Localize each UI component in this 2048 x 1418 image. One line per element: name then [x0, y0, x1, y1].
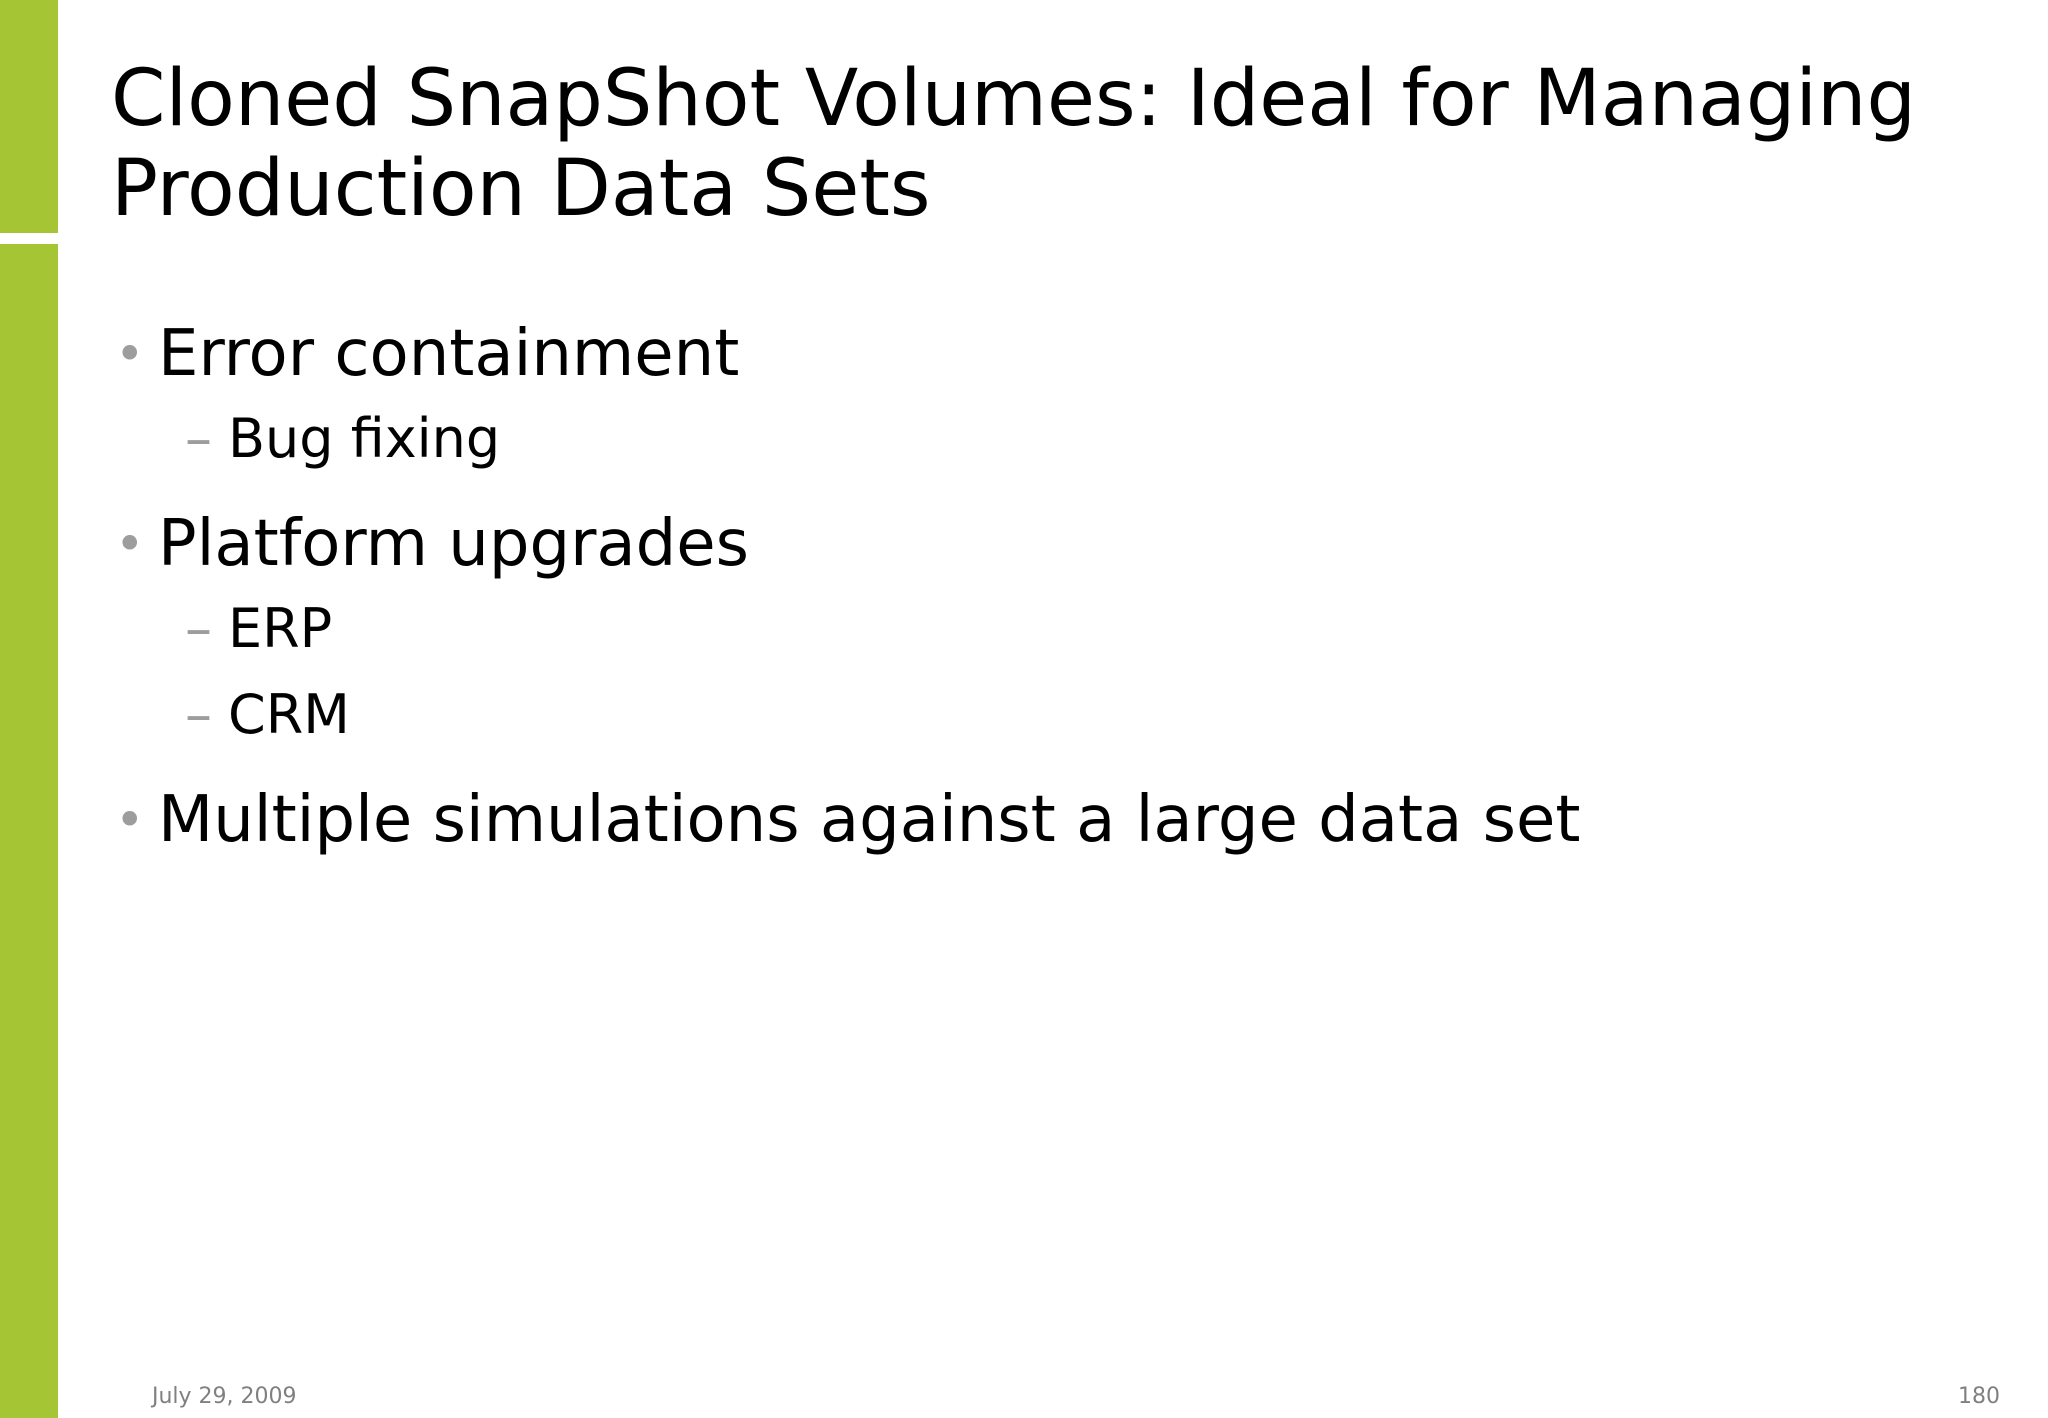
bullet-item — [111, 312, 1991, 396]
dash-icon: – — [185, 683, 212, 746]
bullet-group — [111, 778, 1991, 862]
bullet-item — [111, 778, 1991, 862]
slide-title: Cloned SnapShot Volumes: Ideal for Managing Production Data Sets — [111, 54, 1916, 234]
bullet-icon: • — [115, 791, 145, 849]
bullet-list — [111, 312, 1991, 882]
bullet-group — [111, 312, 1991, 482]
bullet-icon: • — [115, 515, 145, 573]
sub-bullet-list — [111, 586, 1991, 758]
bullet-text: Error containment — [158, 317, 740, 391]
footer-date: July 29, 2009 — [152, 1384, 297, 1409]
dash-icon: – — [185, 597, 212, 660]
bullet-text: Platform upgrades — [158, 507, 749, 581]
accent-bar-bottom — [0, 244, 58, 1418]
sub-bullet-text: Bug fixing — [228, 407, 501, 470]
sub-bullet-list — [111, 396, 1991, 482]
sub-bullet-item — [111, 672, 1991, 758]
bullet-icon: • — [115, 325, 145, 383]
accent-bar-top — [0, 0, 58, 233]
sub-bullet-item — [111, 396, 1991, 482]
sub-bullet-text: CRM — [228, 683, 350, 746]
dash-icon: – — [185, 407, 212, 470]
bullet-text: Multiple simulations against a large data set — [158, 783, 1581, 857]
page-number: 180 — [1958, 1384, 2000, 1409]
bullet-item — [111, 502, 1991, 586]
sub-bullet-text: ERP — [228, 597, 333, 660]
sub-bullet-item — [111, 586, 1991, 672]
bullet-group — [111, 502, 1991, 758]
